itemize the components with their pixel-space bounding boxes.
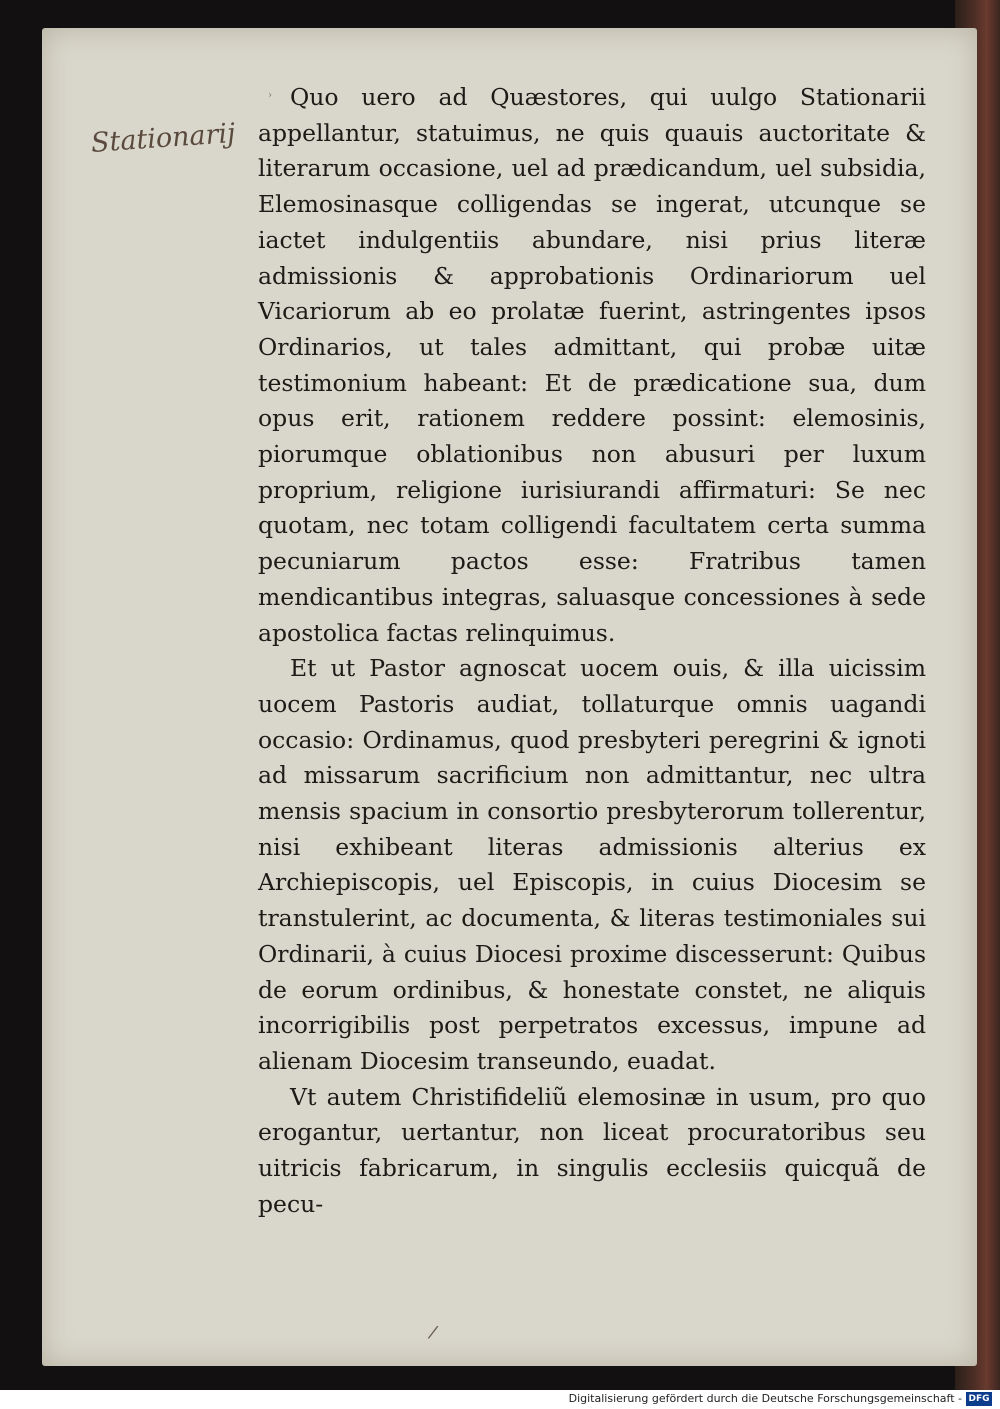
paragraph-elemosinae: Vt autem Christifideliũ elemosinæ in usum, pro quo erogantur, uertantur, non liceat procuratoribus seu uitricis fabricarum, in singulis ecclesiis quicquã de pecu-	[258, 1082, 926, 1218]
ink-mark: /	[426, 1321, 440, 1344]
margin-annotation: Stationarij	[90, 117, 237, 159]
paragraph-pastor: Et ut Pastor agnoscat uocem ouis, & illa uicissim uocem Pastoris audiat, tollaturque omnis uagandi occasio: Ordinamus, quod presbyteri peregrini & ignoti ad missarum sacrificium non admittantur, nec ultra mensis spacium in consortio presbyterorum tollerentur, nisi exhibeant literas admissionis alterius ex Archiepiscopis, uel Episcopis, in cuius Diocesim se transtulerint, ac documenta, & literas testimoniales sui Ordinarii, à cuius Diocesi proxime discesserunt: Quibus de eorum ordinibus, & honestate constet, ne aliquis incorrigibilis post perpetratos excessus, impune ad alienam Diocesim transeundo, euadat.	[258, 654, 926, 1075]
paragraph-mark: ›	[268, 90, 272, 101]
main-text	[258, 80, 926, 1223]
paragraph-questores: Quo uero ad Quæstores, qui uulgo Stationarii appellantur, statuimus, ne quis quauis auctoritate & literarum occasione, uel ad prædicandum, uel subsidia, Elemosinasque colligendas se ingerat, utcunque se iactet indulgentiis abundare, nisi prius literæ admissionis & approbationis Ordinariorum uel Vicariorum ab eo prolatæ fuerint, astringentes ipsos Ordinarios, ut tales admittant, qui probæ uitæ testimonium habeant: Et de prædicatione sua, dum opus erit, rationem reddere possint: elemosinis, piorumque oblationibus non abusuri per luxum proprium, religione iurisiurandi affirmaturi: Se nec quotam, nec totam colligendi facultatem certa summa pecuniarum pactos esse: Fratribus tamen mendicantibus integras, saluasque concessiones à sede apostolica factas relinquimus.	[258, 83, 926, 647]
footer-credit: Digitalisierung gefördert durch die Deutsche Forschungsgemeinschaft -	[568, 1392, 962, 1405]
dfg-logo-icon: DFG	[966, 1392, 992, 1406]
